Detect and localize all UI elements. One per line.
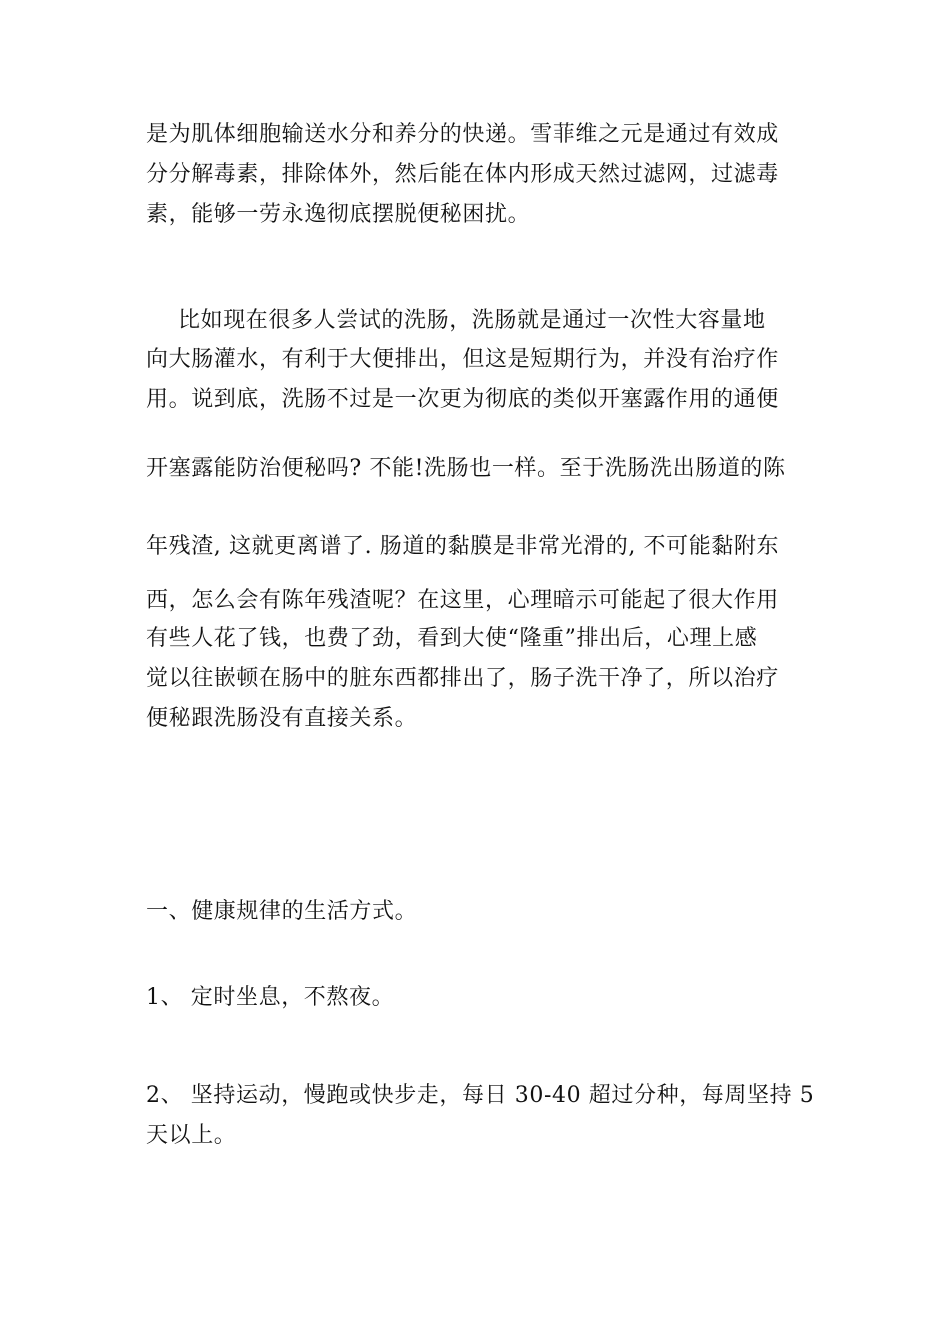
section-heading: 一、健康规律的生活方式。 xyxy=(146,899,418,924)
paragraph-2-line-3: 用。说到底，洗肠不过是一次更为彻底的类似开塞露作用的通便 xyxy=(146,387,779,412)
list-item-1: 1、 定时坐息，不熬夜。 xyxy=(146,985,395,1010)
paragraph-2-line-6: 西，怎么会有陈年残渣呢？在这里，心理暗示可能起了很大作用 xyxy=(146,588,779,613)
paragraph-2-line-8: 觉以往嵌顿在肠中的脏东西都排出了，肠子洗干净了，所以治疗 xyxy=(146,666,779,691)
paragraph-2-line-4: 开塞露能防治便秘吗? 不能!洗肠也一样。至于洗肠洗出肠道的陈 xyxy=(146,456,786,481)
paragraph-2-line-9: 便秘跟洗肠没有直接关系。 xyxy=(146,706,418,731)
paragraph-2-line-5: 年残渣, 这就更离谱了. 肠道的黏膜是非常光滑的, 不可能黏附东 xyxy=(146,534,780,559)
paragraph-2-line-1: 比如现在很多人尝试的洗肠，洗肠就是通过一次性大容量地 xyxy=(178,308,766,333)
paragraph-2-line-2: 向大肠灌水，有利于大便排出，但这是短期行为，并没有治疗作 xyxy=(146,347,779,372)
paragraph-1-line-1: 是为肌体细胞输送水分和养分的快递。雪菲维之元是通过有效成 xyxy=(146,122,779,147)
paragraph-1-line-3: 素，能够一劳永逸彻底摆脱便秘困扰。 xyxy=(146,202,531,227)
paragraph-2-line-7: 有些人花了钱，也费了劲，看到大使“隆重”排出后，心理上感 xyxy=(146,626,758,651)
list-item-2-line-2: 天以上。 xyxy=(146,1123,237,1148)
list-item-2-line-1: 2、 坚持运动，慢跑或快步走，每日 30-40 超过分种，每周坚持 5 xyxy=(146,1083,815,1108)
paragraph-1-line-2: 分分解毒素，排除体外，然后能在体内形成天然过滤网，过滤毒 xyxy=(146,162,779,187)
